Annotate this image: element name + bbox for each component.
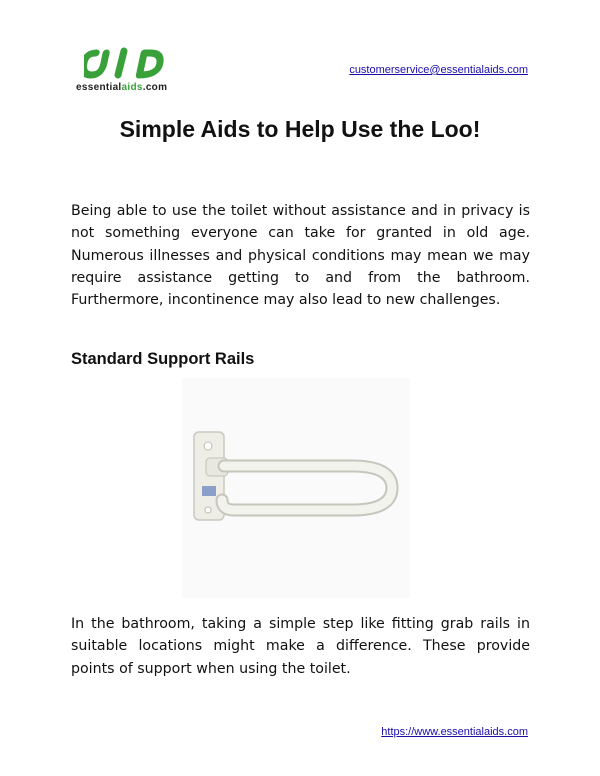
grab-rail-image xyxy=(182,378,410,598)
grab-rail-photo xyxy=(182,378,410,598)
section-paragraph: In the bathroom, taking a simple step like fitting grab rails in suitable locations might make a difference. These provide points of support when using the toilet. xyxy=(71,616,530,677)
email-link[interactable]: customerservice@essentialaids.com xyxy=(349,64,528,76)
page-title: Simple Aids to Help Use the Loo! xyxy=(119,116,481,142)
intro-paragraph: Being able to use the toilet without assistance and in privacy is not something everyone can take for granted in old age. Numerous illnesses and physical conditions may mean we may require assistance getting to and from the bathroom. Furthermore, incontinence may also lead to new challenges. xyxy=(71,203,530,309)
logo-mark-icon xyxy=(84,44,184,82)
logo-wordmark: essentialaids.com xyxy=(76,82,168,93)
brand-logo[interactable] xyxy=(76,44,184,100)
section-heading: Standard Support Rails xyxy=(71,350,255,368)
website-link[interactable]: https://www.essentialaids.com xyxy=(381,726,528,738)
